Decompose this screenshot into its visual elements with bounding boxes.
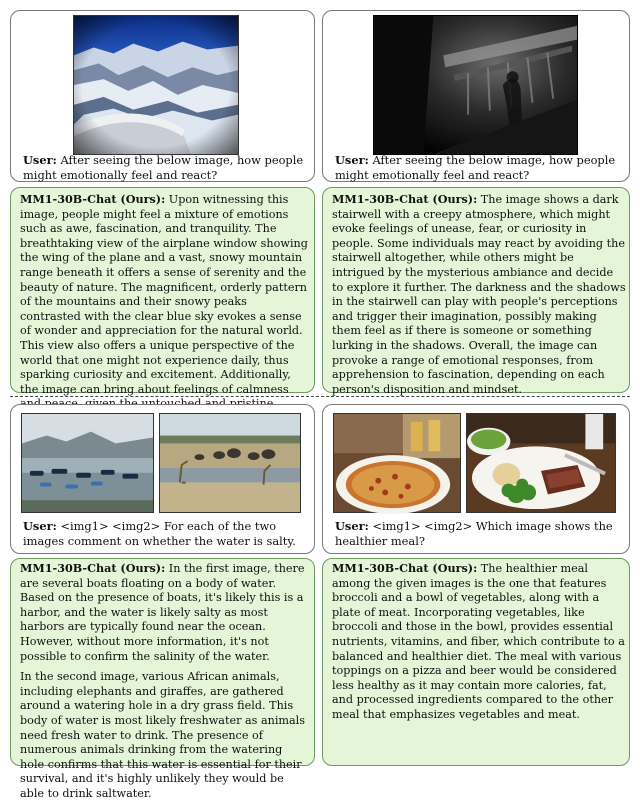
response-card-bottom-left — [10, 558, 315, 800]
response-text: Upon witnessing this image, people might feel a mixture of emotions such as awe, fascination, and tranquility. The breathtaking view of the airplane window showing the wing of the plane and a vast, snowy mountain range beneath it offers a sense of serenity and the beauty of nature. The magnificent, orderly pattern of the mountains and their snowy peaks contrasted with the clear blue sky evokes a sense of wonder and appreciation for the natural world. This view also offers a unique perspective of the world that one might not experience daily, thus sparking curiosity and excitement. Additionally, the image can bring about feelings of calmness — [20, 193, 308, 396]
user-prompt — [23, 153, 308, 183]
model-label: MM1-30B-Chat (Ours): — [332, 561, 478, 575]
model-label: MM1-30B-Chat (Ours): — [20, 192, 166, 206]
dark-stairwell-image — [373, 15, 578, 155]
model-label: MM1-30B-Chat (Ours): — [332, 192, 478, 206]
response-text: The image shows a dark stairwell with a creepy atmosphere, which might evoke feelings of unease, fear, or curiosity in people. Some individuals may react by avoiding the stairwell altogether, while others might be intrigued by the mysterious ambiance and decide to explore it further. The darkness and the shadows in the stairwell can play with people's perceptions and trigger their imagination, possibly making them feel as if there is someone or something lurking in the shadows. Overall, the image can provoke a range of emotional responses, from apprehension to fascination, depending on each person's disposition and mindset. — [332, 193, 626, 396]
response-paragraph-2: In the second image, various African animals, including elephants and giraffes, are gathered around a watering hole in a dry grass field. This body of water is most likely freshwater as animals need fresh water to drink. The presence of numerous animals drinking from the watering hole confirms that this water is essential for their survival, and it's highly unlikely they would be able to drink saltwater. — [20, 670, 305, 800]
model-label: MM1-30B-Chat (Ours): — [20, 561, 166, 575]
user-prompt-text: After seeing the below image, how people might emotionally feel and react? — [23, 153, 304, 182]
response-paragraph-1: In the first image, there are several boats floating on a body of water. Based on the presence of boats, it's likely this is a harbor, and the water is likely salty as most harbors are typically found near the ocean. However, without more information, it's not possible to confirm the salinity of the water. — [20, 562, 305, 663]
model-response — [20, 561, 310, 808]
model-response — [332, 561, 626, 729]
airplane-window-mountains-image — [73, 15, 239, 155]
user-prompt — [23, 519, 308, 549]
user-prompt-text: After seeing the below image, how people might emotionally feel and react? — [335, 153, 616, 182]
user-label: User: — [23, 519, 57, 533]
response-text: The healthier meal among the given images is the one that features broccoli and a bowl of vegetables, along with a plate of meat. Incorporating vegetables, like broccoli and those in the bowl, provides essential nutrients, vitamins, and fiber, which contribute to a balanced and healthier diet. The meal with various toppings on a pizza and beer would be considered less healthy as it may contain more calories, fat, and processed ingredients compared to the other meal that emphasizes vegetables and meat. — [332, 562, 625, 721]
user-label: User: — [335, 519, 369, 533]
user-prompt-text: <img1> <img2> For each of the two images comment on whether the water is salty. — [23, 519, 296, 548]
pizza-beer-meal-image — [333, 413, 461, 513]
prompt-card-top-left — [10, 10, 315, 182]
response-card-bottom-right — [322, 558, 630, 766]
model-response — [332, 192, 626, 403]
african-animals-watering-hole-image — [159, 413, 301, 513]
response-card-top-right — [322, 187, 630, 396]
user-prompt — [335, 153, 625, 183]
user-label: User: — [23, 153, 57, 167]
harbor-boats-image — [21, 413, 154, 513]
user-prompt-text: <img1> <img2> Which image shows the healthier meal? — [335, 519, 613, 548]
prompt-card-bottom-right — [322, 404, 630, 554]
prompt-card-bottom-left — [10, 404, 315, 554]
user-prompt — [335, 519, 625, 549]
section-divider — [10, 396, 630, 397]
broccoli-meat-meal-image — [466, 413, 616, 513]
user-label: User: — [335, 153, 369, 167]
response-card-top-left — [10, 187, 315, 396]
prompt-card-top-right — [322, 10, 630, 182]
